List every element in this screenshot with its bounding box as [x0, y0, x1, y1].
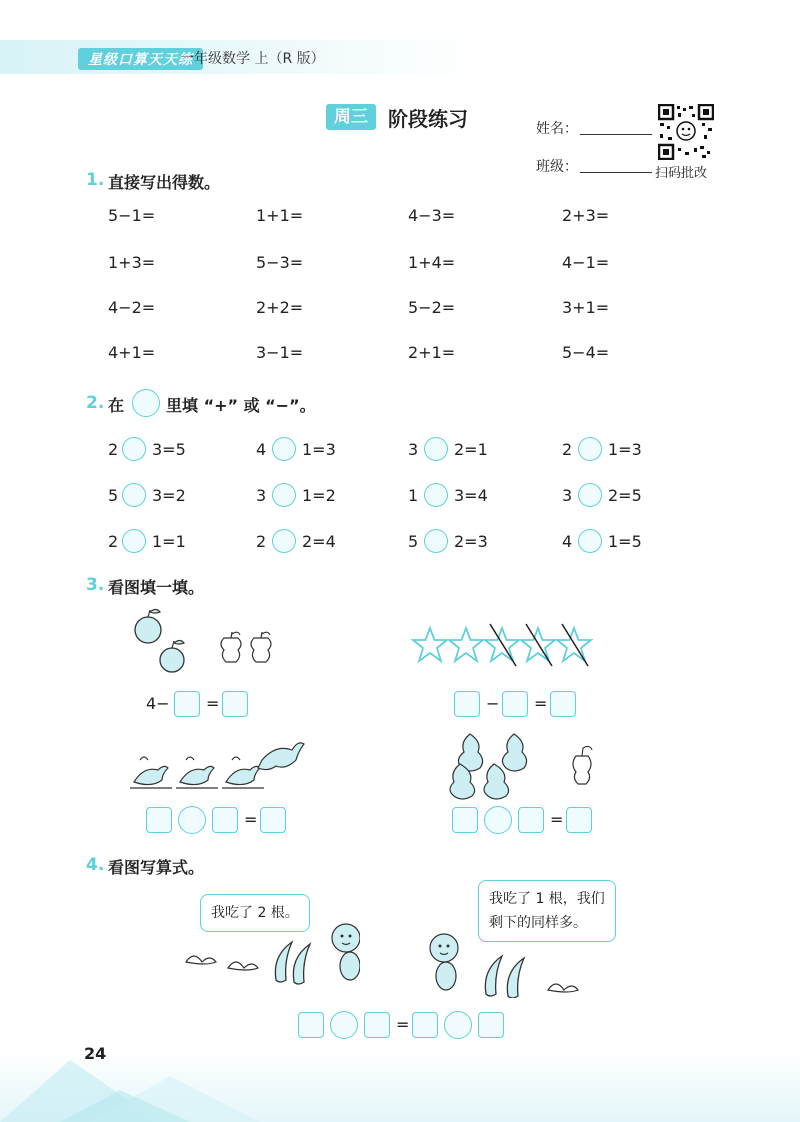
expr-4-4: 5−4= — [562, 343, 610, 362]
s2-r3-c3-a: 5 — [408, 532, 419, 551]
s2-r2-c3-a: 1 — [408, 486, 419, 505]
expr-2-3: 1+4= — [408, 253, 456, 272]
apples-picture-icon — [126, 604, 286, 680]
monkey-bananas-right-icon — [424, 930, 604, 998]
op-circle[interactable] — [578, 529, 602, 553]
page-number: 24 — [84, 1044, 107, 1063]
s2-r2-c1-a: 5 — [108, 486, 119, 505]
op-circle[interactable] — [272, 437, 296, 461]
s3-minus: − — [486, 694, 500, 713]
answer-box[interactable] — [566, 807, 592, 833]
section4-title: 看图写算式。 — [108, 858, 205, 877]
s2-r3-c2-b: 2=4 — [302, 532, 336, 551]
answer-box[interactable] — [260, 807, 286, 833]
answer-box[interactable] — [212, 807, 238, 833]
s2-r2-c1-b: 3=2 — [152, 486, 186, 505]
answer-box[interactable] — [518, 807, 544, 833]
op-circle[interactable] — [578, 483, 602, 507]
s2-r3-c2-a: 2 — [256, 532, 267, 551]
s2-r1-c2-b: 1=3 — [302, 440, 336, 459]
answer-box[interactable] — [478, 1012, 504, 1038]
s3-left-prefix: 4− — [146, 694, 170, 713]
bubble-right-line2: 剩下的同样多。 — [489, 915, 587, 931]
op-circle[interactable] — [424, 529, 448, 553]
expr-2-4: 4−1= — [562, 253, 610, 272]
stars-picture-icon — [410, 622, 606, 672]
answer-box[interactable] — [550, 691, 576, 717]
section2-number: 2. — [86, 393, 105, 413]
qr-code-icon[interactable] — [658, 104, 714, 160]
s2-r3-c3-b: 2=3 — [454, 532, 488, 551]
op-circle[interactable] — [330, 1011, 358, 1039]
answer-box[interactable] — [452, 807, 478, 833]
expr-3-1: 4−2= — [108, 298, 156, 317]
monkey-bananas-left-icon — [180, 916, 360, 988]
op-circle[interactable] — [444, 1011, 472, 1039]
s2-r2-c4-a: 3 — [562, 486, 573, 505]
bubble-right-line1: 我吃了 1 根，我们 — [489, 891, 605, 907]
s3-eq-3: = — [244, 810, 258, 829]
expr-3-2: 2+2= — [256, 298, 304, 317]
answer-box[interactable] — [146, 807, 172, 833]
answer-box[interactable] — [298, 1012, 324, 1038]
op-circle[interactable] — [178, 806, 206, 834]
brand-label: 星级口算天天练 — [78, 48, 203, 70]
s2-r1-c2-a: 4 — [256, 440, 267, 459]
page-title: 阶段练习 — [388, 107, 468, 131]
s3-eq-2: = — [534, 694, 548, 713]
op-circle[interactable] — [484, 806, 512, 834]
expr-1-4: 2+3= — [562, 206, 610, 225]
s4-eq: = — [396, 1015, 410, 1034]
op-circle[interactable] — [424, 483, 448, 507]
example-circle-icon — [132, 389, 160, 417]
s2-r1-c1-b: 3=5 — [152, 440, 186, 459]
s2-r2-c3-b: 3=4 — [454, 486, 488, 505]
section4-number: 4. — [86, 855, 105, 875]
footer-decoration-icon — [0, 1040, 800, 1122]
s2-r1-c4-b: 1=3 — [608, 440, 642, 459]
section3-title: 看图填一填。 — [108, 578, 205, 597]
op-circle[interactable] — [122, 437, 146, 461]
op-circle[interactable] — [272, 483, 296, 507]
expr-2-2: 5−3= — [256, 253, 304, 272]
s2-r1-c1-a: 2 — [108, 440, 119, 459]
course-label: 一年级数学 上（R 版） — [180, 51, 325, 67]
s2-r2-c2-b: 1=2 — [302, 486, 336, 505]
day-tag: 周三 — [326, 104, 376, 130]
s2-r3-c1-b: 1=1 — [152, 532, 186, 551]
s3-eq-4: = — [550, 810, 564, 829]
birds-picture-icon — [126, 730, 310, 800]
name-field[interactable] — [580, 120, 652, 135]
expr-1-2: 1+1= — [256, 206, 304, 225]
scan-text: 扫码批改 — [655, 166, 708, 181]
answer-box[interactable] — [412, 1012, 438, 1038]
pears-picture-icon — [440, 726, 610, 802]
class-label: 班级： — [536, 159, 578, 175]
class-field[interactable] — [580, 158, 652, 173]
answer-box[interactable] — [502, 691, 528, 717]
expr-4-3: 2+1= — [408, 343, 456, 362]
expr-2-1: 1+3= — [108, 253, 156, 272]
op-circle[interactable] — [272, 529, 296, 553]
answer-box[interactable] — [454, 691, 480, 717]
s3-eq-1: = — [206, 694, 220, 713]
section1-number: 1. — [86, 170, 105, 190]
answer-box[interactable] — [222, 691, 248, 717]
s2-r3-c4-a: 4 — [562, 532, 573, 551]
expr-4-2: 3−1= — [256, 343, 304, 362]
expr-1-3: 4−3= — [408, 206, 456, 225]
s2-r1-c3-a: 3 — [408, 440, 419, 459]
answer-box[interactable] — [174, 691, 200, 717]
s2-r3-c1-a: 2 — [108, 532, 119, 551]
section3-number: 3. — [86, 575, 105, 595]
answer-box[interactable] — [364, 1012, 390, 1038]
s2-r2-c4-b: 2=5 — [608, 486, 642, 505]
expr-4-1: 4+1= — [108, 343, 156, 362]
s2-r3-c4-b: 1=5 — [608, 532, 642, 551]
name-label: 姓名： — [536, 121, 578, 137]
section2-title-pre: 在 — [108, 396, 125, 415]
op-circle[interactable] — [578, 437, 602, 461]
s2-r1-c3-b: 2=1 — [454, 440, 488, 459]
section2-title-post: 里填 “+” 或 “−”。 — [166, 396, 316, 415]
expr-3-3: 5−2= — [408, 298, 456, 317]
op-circle[interactable] — [122, 483, 146, 507]
bubble-left-text: 我吃了 2 根。 — [211, 905, 299, 921]
op-circle[interactable] — [424, 437, 448, 461]
s2-r1-c4-a: 2 — [562, 440, 573, 459]
s2-r2-c2-a: 3 — [256, 486, 267, 505]
expr-1-1: 5−1= — [108, 206, 156, 225]
section1-title: 直接写出得数。 — [108, 173, 221, 192]
op-circle[interactable] — [122, 529, 146, 553]
expr-3-4: 3+1= — [562, 298, 610, 317]
